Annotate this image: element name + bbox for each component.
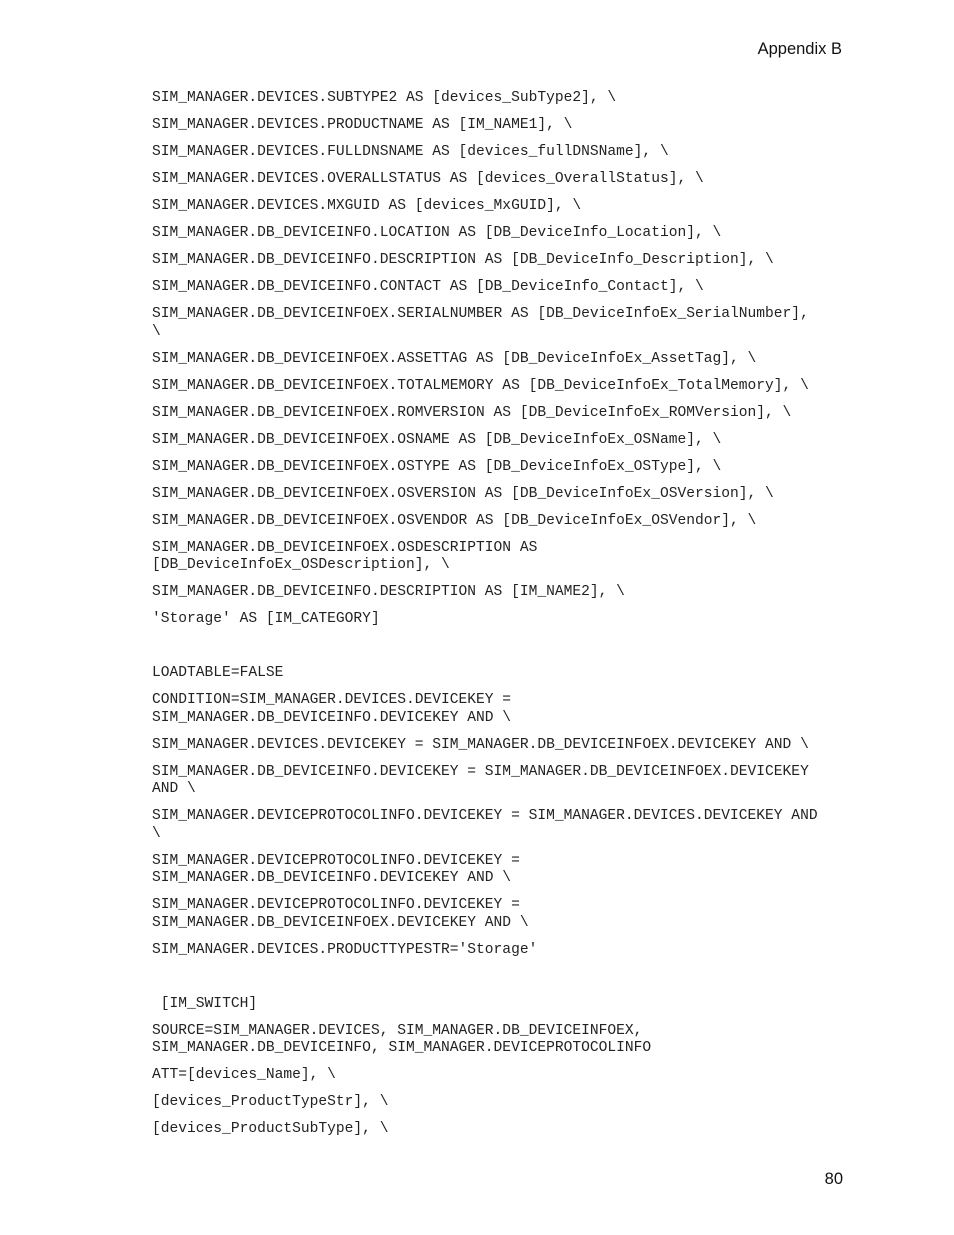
code-line: SIM_MANAGER.DEVICEPROTOCOLINFO.DEVICEKEY = SIM_MANAGER.DB_DEVICEINFO.DEVICEKEY AND \	[152, 852, 520, 886]
code-line: SIM_MANAGER.DEVICES.PRODUCTTYPESTR='Storage'	[152, 941, 538, 958]
code-line: SIM_MANAGER.DB_DEVICEINFO.DESCRIPTION AS [IM_NAME2], \	[152, 584, 625, 600]
code-line: SIM_MANAGER.DB_DEVICEINFO.LOCATION AS [DB_DeviceInfo_Location], \	[152, 225, 722, 241]
code-line: SIM_MANAGER.DEVICES.DEVICEKEY = SIM_MANAGER.DB_DEVICEINFOEX.DEVICEKEY AND \	[152, 736, 809, 753]
code-line: [devices_ProductTypeStr], \	[152, 1094, 389, 1110]
code-line: SIM_MANAGER.DB_DEVICEINFOEX.OSTYPE AS [DB_DeviceInfoEx_OSType], \	[152, 458, 722, 475]
code-line: SIM_MANAGER.DB_DEVICEINFO.CONTACT AS [DB_DeviceInfo_Contact], \	[152, 279, 704, 295]
running-header: Appendix B	[757, 40, 842, 58]
code-line: SIM_MANAGER.DB_DEVICEINFOEX.OSNAME AS [DB_DeviceInfoEx_OSName], \	[152, 431, 722, 448]
code-line: SIM_MANAGER.DEVICES.FULLDNSNAME AS [devices_fullDNSName], \	[152, 144, 669, 160]
code-line: SIM_MANAGER.DEVICES.MXGUID AS [devices_MxGUID], \	[152, 198, 582, 214]
code-line: SIM_MANAGER.DB_DEVICEINFOEX.OSVENDOR AS [DB_DeviceInfoEx_OSVendor], \	[152, 512, 757, 529]
code-line: CONDITION=SIM_MANAGER.DEVICES.DEVICEKEY = SIM_MANAGER.DB_DEVICEINFO.DEVICEKEY AND \	[152, 692, 512, 726]
code-line: SIM_MANAGER.DB_DEVICEINFOEX.OSVERSION AS [DB_DeviceInfoEx_OSVersion], \	[152, 485, 774, 502]
code-line: 'Storage' AS [IM_CATEGORY]	[152, 611, 380, 627]
code-listing	[152, 90, 872, 1148]
code-line: [devices_ProductSubType], \	[152, 1121, 389, 1137]
blank-line	[152, 969, 872, 987]
code-line: SOURCE=SIM_MANAGER.DEVICES, SIM_MANAGER.DB_DEVICEINFOEX, SIM_MANAGER.DB_DEVICEINFO, SIM_MANAGER.DEVICEPROTOCOLINFO	[152, 1022, 652, 1056]
code-line: LOADTABLE=FALSE	[152, 665, 284, 681]
code-line: SIM_MANAGER.DEVICES.OVERALLSTATUS AS [devices_OverallStatus], \	[152, 171, 704, 187]
code-line: ATT=[devices_Name], \	[152, 1067, 336, 1083]
code-line: SIM_MANAGER.DB_DEVICEINFOEX.ASSETTAG AS [DB_DeviceInfoEx_AssetTag], \	[152, 350, 757, 367]
page-number: 80	[824, 1170, 843, 1188]
code-line: SIM_MANAGER.DEVICES.SUBTYPE2 AS [devices_SubType2], \	[152, 90, 617, 106]
code-line: SIM_MANAGER.DB_DEVICEINFOEX.SERIALNUMBER AS [DB_DeviceInfoEx_SerialNumber], \	[152, 306, 809, 340]
code-line: SIM_MANAGER.DB_DEVICEINFO.DESCRIPTION AS [DB_DeviceInfo_Description], \	[152, 252, 774, 268]
code-line: SIM_MANAGER.DEVICES.PRODUCTNAME AS [IM_NAME1], \	[152, 117, 573, 133]
code-line: SIM_MANAGER.DB_DEVICEINFOEX.OSDESCRIPTION AS [DB_DeviceInfoEx_OSDescription], \	[152, 539, 538, 573]
code-line: SIM_MANAGER.DEVICEPROTOCOLINFO.DEVICEKEY = SIM_MANAGER.DB_DEVICEINFOEX.DEVICEKEY AND \	[152, 897, 529, 931]
code-line: SIM_MANAGER.DB_DEVICEINFOEX.ROMVERSION AS [DB_DeviceInfoEx_ROMVersion], \	[152, 404, 792, 421]
code-line: SIM_MANAGER.DB_DEVICEINFO.DEVICEKEY = SIM_MANAGER.DB_DEVICEINFOEX.DEVICEKEY AND \	[152, 763, 809, 797]
blank-line	[152, 638, 872, 656]
code-line: SIM_MANAGER.DEVICEPROTOCOLINFO.DEVICEKEY = SIM_MANAGER.DEVICES.DEVICEKEY AND \	[152, 808, 818, 842]
code-line: SIM_MANAGER.DB_DEVICEINFOEX.TOTALMEMORY AS [DB_DeviceInfoEx_TotalMemory], \	[152, 377, 809, 394]
code-line: [IM_SWITCH]	[152, 995, 258, 1012]
